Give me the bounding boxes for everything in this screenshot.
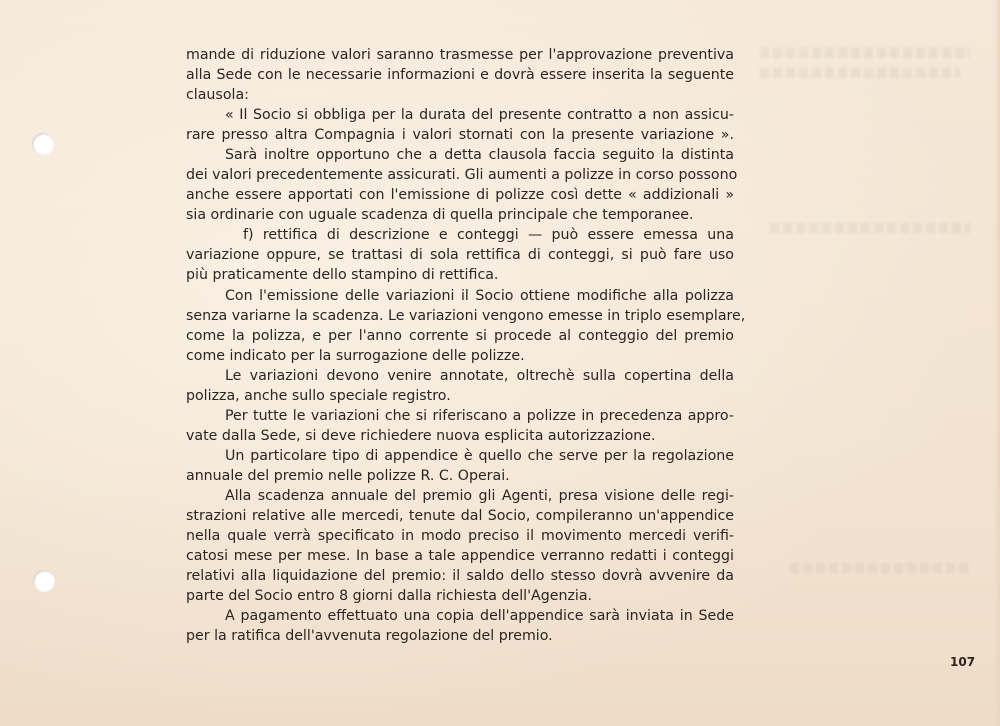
- page-edge-shadow: [994, 0, 1000, 726]
- text-line: Alla scadenza annuale del premio gli Agenti, presa visione delle regi-: [225, 488, 734, 504]
- text-line: nella quale verrà specificato in modo preciso il movimento mercedi verifi-: [186, 528, 734, 544]
- text-line: strazioni relative alle mercedi, tenute dal Socio, compileranno un'appendice: [186, 508, 734, 524]
- bleed-through-text: [760, 68, 960, 78]
- text-line: Le variazioni devono venire annotate, oltrechè sulla copertina della: [225, 368, 734, 384]
- text-line: dei valori precedentemente assicurati. Gli aumenti a polizze in corso possono: [186, 167, 738, 183]
- page-number: 107: [950, 655, 976, 669]
- text-line: f) rettifica di descrizione e conteggi — può essere emessa una: [243, 227, 734, 243]
- text-line: annuale del premio nelle polizze R. C. Operai.: [186, 468, 510, 484]
- text-line: Un particolare tipo di appendice è quello che serve per la regolazione: [225, 448, 734, 464]
- text-line: vate dalla Sede, si deve richiedere nuova esplicita autorizzazione.: [186, 428, 656, 444]
- text-line: anche essere apportati con l'emissione di polizze così dette « addizionali »: [186, 187, 734, 203]
- bleed-through-text: [760, 48, 970, 58]
- text-line: clausola:: [186, 87, 249, 103]
- text-line: rare presso altra Compagnia i valori stornati con la presente variazione ».: [186, 127, 734, 143]
- text-line: come la polizza, e per l'anno corrente si procede al conteggio del premio: [186, 328, 734, 344]
- text-line: per la ratifica dell'avvenuta regolazione del premio.: [186, 628, 553, 644]
- text-line: relativi alla liquidazione del premio: il saldo dello stesso dovrà avvenire da: [186, 568, 734, 584]
- text-line: polizza, anche sullo speciale registro.: [186, 388, 451, 404]
- text-line: « Il Socio si obbliga per la durata del presente contratto a non assicu-: [225, 107, 734, 123]
- text-line: Con l'emissione delle variazioni il Socio ottiene modifiche alla polizza: [225, 288, 734, 304]
- body-text: [186, 45, 746, 646]
- text-line: alla Sede con le necessarie informazioni e dovrà essere inserita la seguente: [186, 67, 734, 83]
- bleed-through-text: [770, 223, 970, 233]
- punch-hole-top: [32, 133, 54, 155]
- punch-hole-bottom: [33, 570, 55, 592]
- text-line: sia ordinarie con uguale scadenza di quella principale che temporanee.: [186, 207, 694, 223]
- bleed-through-text: [790, 563, 970, 573]
- text-line: Sarà inoltre opportuno che a detta clausola faccia seguito la distinta: [225, 147, 734, 163]
- text-line: variazione oppure, se trattasi di sola rettifica di conteggi, si può fare uso: [186, 247, 734, 263]
- text-line: catosi mese per mese. In base a tale appendice verranno redatti i conteggi: [186, 548, 734, 564]
- text-line: mande di riduzione valori saranno trasmesse per l'approvazione preventiva: [186, 47, 734, 63]
- text-line: come indicato per la surrogazione delle polizze.: [186, 348, 525, 364]
- text-line: Per tutte le variazioni che si riferiscano a polizze in precedenza appro-: [225, 408, 734, 424]
- text-line: più praticamente dello stampino di rettifica.: [186, 267, 499, 283]
- text-line: senza variarne la scadenza. Le variazioni vengono emesse in triplo esemplare,: [186, 308, 746, 324]
- text-line: parte del Socio entro 8 giorni dalla richiesta dell'Agenzia.: [186, 588, 593, 604]
- text-line: A pagamento effettuato una copia dell'appendice sarà inviata in Sede: [225, 608, 734, 624]
